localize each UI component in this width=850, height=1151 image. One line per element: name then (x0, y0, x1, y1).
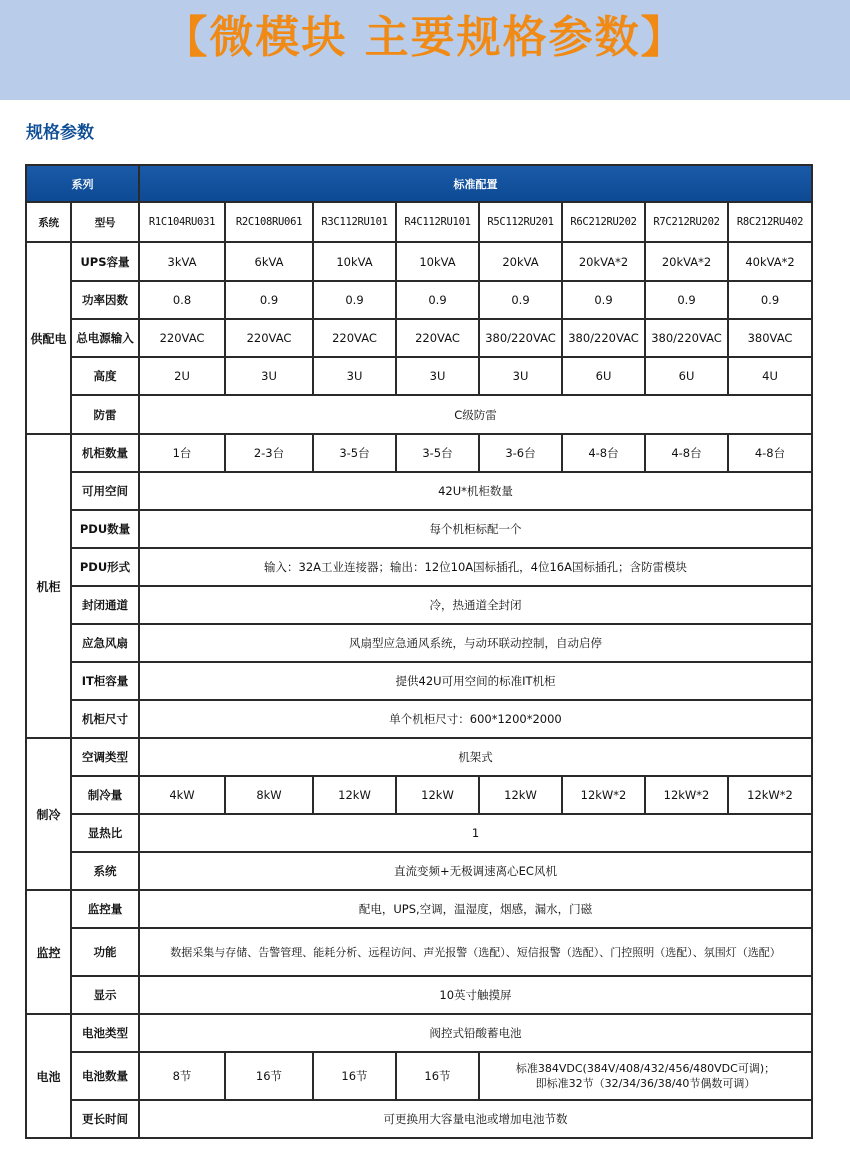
table-cell: 6U (645, 357, 728, 395)
table-cell: 220VAC (139, 319, 225, 357)
group-cooling: 制冷 (26, 738, 71, 890)
table-cell: 42U*机柜数量 (139, 472, 812, 510)
model-row (26, 202, 812, 242)
row-label: UPS容量 (71, 242, 139, 281)
table-cell: 380/220VAC (479, 319, 562, 357)
table-row (26, 700, 812, 738)
table-cell: 220VAC (313, 319, 396, 357)
row-label: 电池类型 (71, 1014, 139, 1052)
table-cell: 380VAC (728, 319, 812, 357)
model-cell: R8C212RU402 (728, 202, 812, 242)
model-cell: R4C112RU101 (396, 202, 479, 242)
table-cell: 10kVA (396, 242, 479, 281)
table-row (26, 928, 812, 976)
group-monitor: 监控 (26, 890, 71, 1014)
table-cell: 12kW*2 (728, 776, 812, 814)
table-cell: 4-8台 (645, 434, 728, 472)
section-title: 规格参数 (26, 123, 94, 143)
table-cell: 3-5台 (313, 434, 396, 472)
table-cell: 6kVA (225, 242, 313, 281)
row-label: 防雷 (71, 395, 139, 434)
table-row (26, 776, 812, 814)
table-cell: 12kW (396, 776, 479, 814)
table-cell: 12kW (313, 776, 396, 814)
table-cell: 2-3台 (225, 434, 313, 472)
table-cell: 每个机柜标配一个 (139, 510, 812, 548)
table-cell: 直流变频+无极调速离心EC风机 (139, 852, 812, 890)
table-row (26, 662, 812, 700)
table-cell: 220VAC (225, 319, 313, 357)
table-cell: 配电，UPS,空调，温湿度，烟感，漏水，门磁 (139, 890, 812, 928)
model-cell: R5C112RU201 (479, 202, 562, 242)
table-cell: 0.8 (139, 281, 225, 319)
table-cell: 6U (562, 357, 645, 395)
table-cell: 10英寸触摸屏 (139, 976, 812, 1014)
row-label: 更长时间 (71, 1100, 139, 1138)
table-row (26, 434, 812, 472)
table-row (26, 1014, 812, 1052)
header-standard: 标准配置 (139, 165, 812, 202)
table-cell: 2U (139, 357, 225, 395)
table-row (26, 1100, 812, 1138)
table-cell: 380/220VAC (645, 319, 728, 357)
table-row (26, 548, 812, 586)
row-label: 应急风扇 (71, 624, 139, 662)
row-label: 显热比 (71, 814, 139, 852)
table-cell: 3kVA (139, 242, 225, 281)
table-cell: 16节 (396, 1052, 479, 1100)
table-cell: 0.9 (396, 281, 479, 319)
model-cell: R2C108RU061 (225, 202, 313, 242)
table-cell: 20kVA (479, 242, 562, 281)
title-banner (0, 0, 850, 100)
table-row (26, 624, 812, 662)
table-cell: 4U (728, 357, 812, 395)
table-cell: 0.9 (645, 281, 728, 319)
table-cell: 0.9 (728, 281, 812, 319)
row-label: 空调类型 (71, 738, 139, 776)
table-cell: 4-8台 (562, 434, 645, 472)
model-cell: R3C112RU101 (313, 202, 396, 242)
table-row (26, 510, 812, 548)
table-cell: 16节 (313, 1052, 396, 1100)
row-label: 可用空间 (71, 472, 139, 510)
spec-table (25, 164, 813, 1139)
header-row (26, 165, 812, 202)
row-label: PDU形式 (71, 548, 139, 586)
table-cell: 12kW*2 (562, 776, 645, 814)
table-cell: 40kVA*2 (728, 242, 812, 281)
row-label: 功能 (71, 928, 139, 976)
table-cell: 20kVA*2 (562, 242, 645, 281)
model-cell: R1C104RU031 (139, 202, 225, 242)
table-cell: 输入：32A工业连接器；输出：12位10A国标插孔，4位16A国标插孔；含防雷模块 (139, 548, 812, 586)
table-cell: 12kW (479, 776, 562, 814)
table-row (26, 976, 812, 1014)
table-cell: 1台 (139, 434, 225, 472)
table-cell: 380/220VAC (562, 319, 645, 357)
table-cell: 0.9 (225, 281, 313, 319)
group-battery: 电池 (26, 1014, 71, 1138)
table-row (26, 738, 812, 776)
group-cabinet: 机柜 (26, 434, 71, 738)
table-cell: 3U (396, 357, 479, 395)
table-cell: 8kW (225, 776, 313, 814)
row-label: 系统 (71, 852, 139, 890)
table-row (26, 472, 812, 510)
banner-title: 【微模块 主要规格参数】 (163, 12, 687, 63)
row-label: IT柜容量 (71, 662, 139, 700)
row-label: 高度 (71, 357, 139, 395)
table-row (26, 395, 812, 434)
system-header: 系统 (26, 202, 71, 242)
table-cell: 16节 (225, 1052, 313, 1100)
row-label: 总电源输入 (71, 319, 139, 357)
table-row (26, 852, 812, 890)
table-cell: 1 (139, 814, 812, 852)
table-cell: 3-6台 (479, 434, 562, 472)
table-cell: 8节 (139, 1052, 225, 1100)
model-label: 型号 (71, 202, 139, 242)
row-label: 监控量 (71, 890, 139, 928)
table-row (26, 242, 812, 281)
table-cell: 220VAC (396, 319, 479, 357)
table-row (26, 319, 812, 357)
header-series: 系列 (26, 165, 139, 202)
row-label: 封闭通道 (71, 586, 139, 624)
table-cell: 0.9 (562, 281, 645, 319)
battery-note-line: 标准384VDC(384V/408/432/456/480VDC可调)； (515, 1062, 776, 1075)
table-cell: 10kVA (313, 242, 396, 281)
table-cell: 数据采集与存储、告警管理、能耗分析、远程访问、声光报警（选配）、短信报警（选配）、门控照明（选配）、氛围灯（选配） (139, 928, 812, 976)
row-label: 制冷量 (71, 776, 139, 814)
group-power: 供配电 (26, 242, 71, 434)
table-row (26, 281, 812, 319)
table-cell: 0.9 (313, 281, 396, 319)
table-cell: C级防雷 (139, 395, 812, 434)
table-cell: 3U (479, 357, 562, 395)
row-label: 机柜尺寸 (71, 700, 139, 738)
table-cell: 机架式 (139, 738, 812, 776)
table-row (26, 586, 812, 624)
table-cell: 可更换用大容量电池或增加电池节数 (139, 1100, 812, 1138)
model-cell: R6C212RU202 (562, 202, 645, 242)
table-cell: 冷，热通道全封闭 (139, 586, 812, 624)
table-cell: 4-8台 (728, 434, 812, 472)
table-cell: 提供42U可用空间的标准IT机柜 (139, 662, 812, 700)
table-row (26, 890, 812, 928)
table-cell: 阀控式铅酸蓄电池 (139, 1014, 812, 1052)
table-cell: 风扇型应急通风系统，与动环联动控制，自动启停 (139, 624, 812, 662)
table-cell: 单个机柜尺寸：600*1200*2000 (139, 700, 812, 738)
row-label: 功率因数 (71, 281, 139, 319)
table-cell: 3U (313, 357, 396, 395)
table-cell: 4kW (139, 776, 225, 814)
row-label: 电池数量 (71, 1052, 139, 1100)
row-label: PDU数量 (71, 510, 139, 548)
table-row (26, 814, 812, 852)
row-label: 机柜数量 (71, 434, 139, 472)
table-cell: 20kVA*2 (645, 242, 728, 281)
row-label: 显示 (71, 976, 139, 1014)
battery-note-cell (479, 1052, 812, 1100)
table-cell: 0.9 (479, 281, 562, 319)
table-row (26, 357, 812, 395)
battery-note-line: 即标准32节（32/34/36/38/40节偶数可调） (535, 1077, 756, 1090)
table-cell: 3-5台 (396, 434, 479, 472)
table-cell: 3U (225, 357, 313, 395)
table-row (26, 1052, 812, 1100)
table-cell: 12kW*2 (645, 776, 728, 814)
model-cell: R7C212RU202 (645, 202, 728, 242)
